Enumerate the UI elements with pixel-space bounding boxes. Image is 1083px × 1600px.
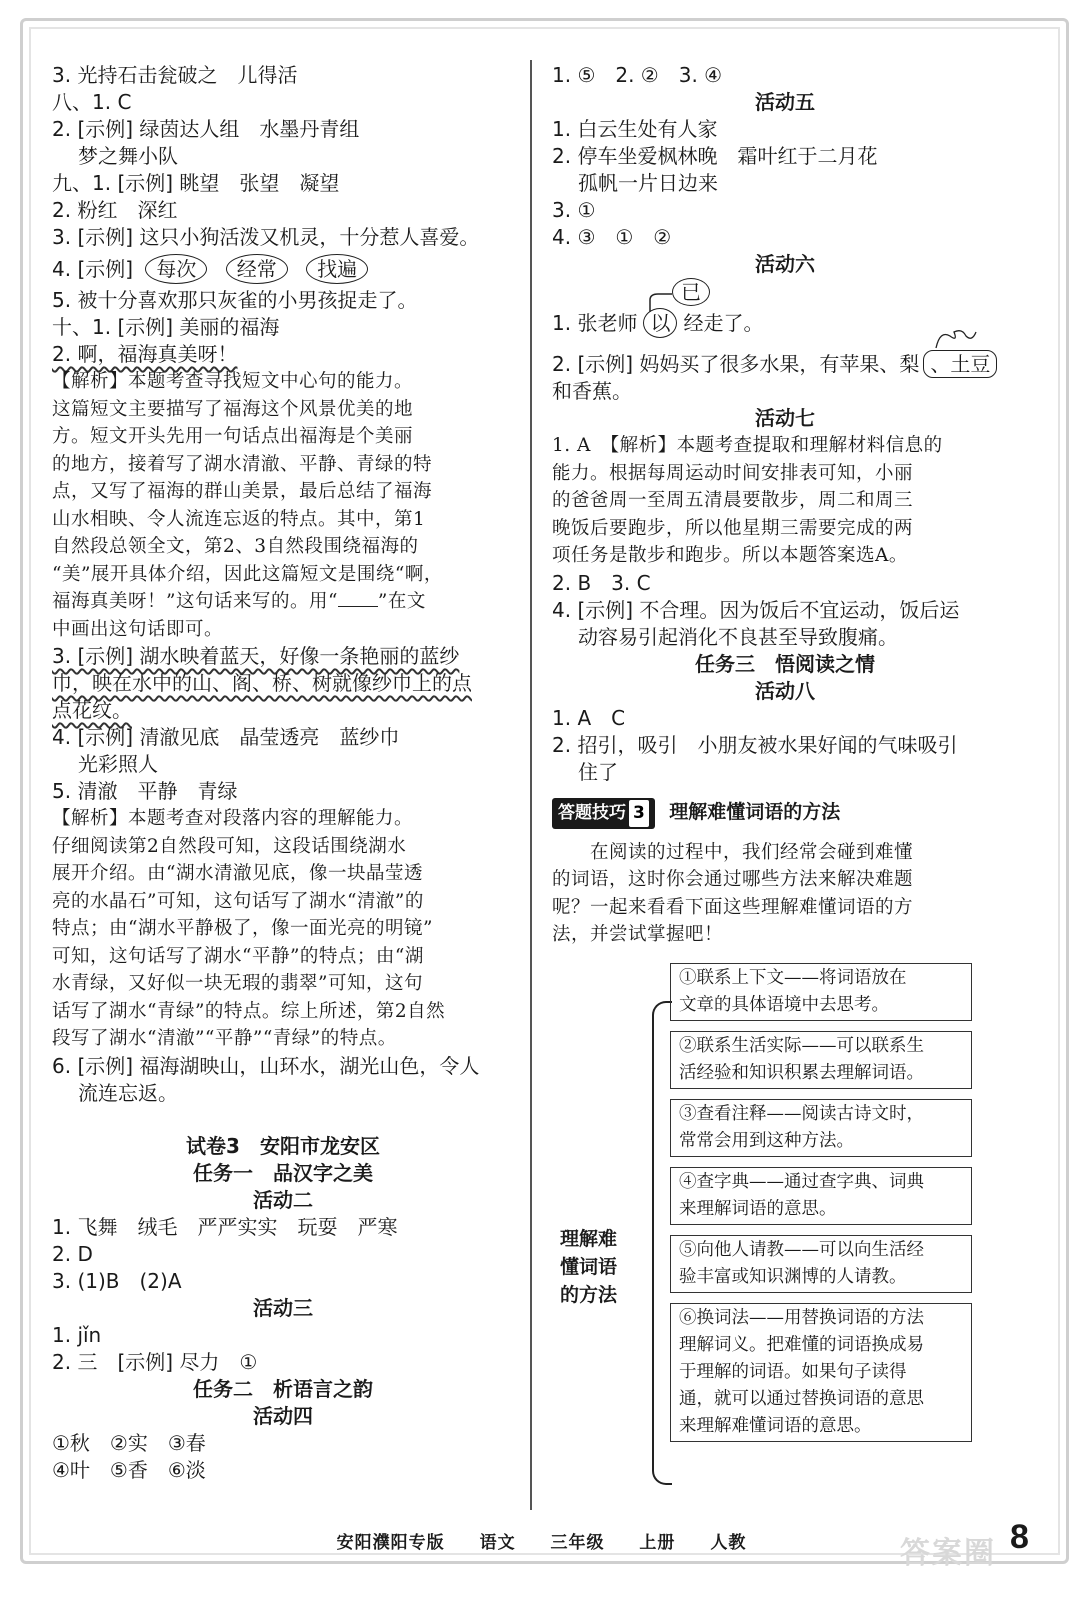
answer-line: 流连忘返。	[78, 1080, 178, 1105]
answer-line: 1. 飞舞 绒毛 严严实实 玩耍 严寒	[52, 1214, 398, 1239]
analysis-line: 亮的水晶石”可知，这句话写了湖水“清澈”的	[52, 890, 424, 912]
activity-heading: 活动六	[755, 252, 815, 276]
answer-line-circled	[52, 254, 514, 284]
answer-line: ①秋 ②实 ③春	[52, 1430, 206, 1455]
answer-line: 3. ①	[552, 198, 596, 222]
answer-line: 5. 清澈 平静 青绿	[52, 779, 238, 803]
answer-line: 3. [示例] 湖水映着蓝天，好像一条艳丽的蓝纱	[52, 644, 460, 668]
analysis-line: 晚饭后要跑步，所以他星期三需要完成的两	[552, 517, 914, 539]
analysis-line: 能力。根据每周运动时间安排表可知，小丽	[552, 462, 914, 484]
analysis-line: 项任务是散步和跑步。所以本题答案选A。	[552, 545, 908, 566]
answer-line: 4. ③ ① ②	[552, 225, 672, 249]
analysis-line: 话写了湖水“青绿”的特点。综上所述，第2自然	[52, 1000, 446, 1022]
analysis-line: 自然段总领全文，第2、3自然段围绕福海的	[52, 536, 419, 557]
answer-line: 1. jǐn	[52, 1322, 102, 1347]
answer-line: 1. A C	[552, 705, 626, 730]
watermark-logo: 答案圈	[900, 1536, 996, 1571]
answer-line: 和香蕉。	[552, 379, 632, 403]
answer-line: 梦之舞小队	[78, 144, 178, 168]
circled-word: 经常	[226, 254, 288, 284]
column-divider	[530, 60, 532, 1510]
analysis-line: 的爸爸周一至周五清晨要散步，周二和周三	[552, 490, 914, 511]
method-item: ③查看注释——阅读古诗文时， 常常会用到这种方法。	[670, 1099, 972, 1157]
method-mindmap	[552, 963, 1018, 1503]
answer-line: 十、1. [示例] 美丽的福海	[52, 315, 280, 339]
answer-line: 1. ⑤ 2. ② 3. ④	[552, 63, 723, 87]
analysis-paragraph	[552, 432, 1018, 570]
circled-word: 每次	[145, 254, 207, 284]
method-item: ②联系生活实际——可以联系生 活经验和知识积累去理解词语。	[670, 1031, 972, 1089]
answer-line: 2. [示例] 绿茵达人组 水墨丹青组	[52, 117, 360, 141]
circled-word: 找遍	[306, 254, 368, 284]
answer-line: 光彩照人	[78, 752, 158, 776]
item-prefix: 4. [示例]	[52, 257, 134, 281]
insert-mark: 已	[672, 278, 710, 306]
analysis-paragraph	[52, 368, 514, 643]
method-item: ⑥换词法——用替换词语的方法 理解词义。把难懂的词语换成易 于理解的词语。如果句子读得 通，就可以通过替换词语的意思 来理解难懂词语的意思。	[670, 1303, 972, 1442]
analysis-line: 【解析】本题考查对段落内容的理解能力。	[52, 808, 414, 829]
method-item: ⑤向他人请教——可以向生活经 验丰富或知识渊博的人请教。	[670, 1235, 972, 1293]
insert-box: 、土豆	[923, 350, 997, 378]
footer-subject: 语文	[479, 1533, 516, 1553]
activity-heading: 活动七	[755, 406, 815, 430]
answer-line: 点花纹。	[52, 698, 132, 722]
answer-line: 4. [示例] 不合理。因为饭后不宜运动，饭后运	[552, 597, 960, 622]
mindmap-bracket	[652, 1001, 672, 1485]
footer-volume: 上册	[639, 1533, 676, 1553]
answer-line: 九、1. [示例] 眺望 张望 凝望	[52, 171, 340, 195]
tip-badge: 答题技巧 3	[552, 798, 655, 829]
analysis-line: 福海真美呀！”这句话来写的。用“ ”在文	[52, 591, 426, 612]
analysis-line: 这篇短文主要描写了福海这个风景优美的地	[52, 398, 414, 420]
footer-grade: 三年级	[550, 1533, 605, 1553]
answer-line: 1. 白云生处有人家	[552, 117, 718, 141]
task-heading: 任务三 悟阅读之情	[695, 651, 875, 676]
analysis-line: 特点；由“湖水平静极了，像一面光亮的明镜”	[52, 918, 433, 939]
insert-loop-icon	[932, 326, 992, 350]
task-heading: 任务一 品汉字之美	[193, 1160, 373, 1185]
answer-line: 2. D	[52, 1241, 93, 1266]
analysis-line: 方。短文开头先用一句话点出福海是个美丽	[52, 426, 414, 447]
analysis-line: 仔细阅读第2自然段可知，这段话围绕湖水	[52, 835, 407, 857]
analysis-line: 【解析】本题考查寻找短文中心句的能力。	[52, 371, 414, 392]
answer-line: 2. 三 [示例] 尽力 ①	[52, 1349, 258, 1374]
analysis-line: 的地方，接着写了湖水清澈、平静、青绿的特	[52, 453, 433, 475]
answer-line: 3. [示例] 这只小狗活泼又机灵，十分惹人喜爱。	[52, 225, 480, 249]
activity-heading: 活动二	[253, 1187, 313, 1212]
answer-line: 3. (1)B (2)A	[52, 1268, 182, 1293]
activity-heading: 活动八	[755, 678, 815, 703]
analysis-line: 1. A 【解析】本题考查提取和理解材料信息的	[552, 435, 943, 456]
mindmap-root: 理解难 懂词语 的方法	[560, 1227, 618, 1306]
answer-line: 2. 招引，吸引 小朋友被水果好闻的气味吸引	[552, 732, 958, 757]
answer-line: 5. 被十分喜欢那只灰雀的小男孩捉走了。	[52, 288, 418, 312]
analysis-line: 山水相映、令人流连忘返的特点。其中，第1	[52, 508, 426, 530]
paper-title: 试卷3 安阳市龙安区	[186, 1133, 380, 1158]
tip-header	[552, 798, 1018, 829]
circled-char: 以	[643, 308, 677, 338]
analysis-line: 点，又写了福海的群山美景，最后总结了福海	[52, 481, 433, 502]
answer-line: 3. 光持石击瓮破之 儿得活	[52, 63, 298, 87]
answer-line: 住了	[578, 759, 618, 784]
activity-heading: 活动三	[253, 1295, 313, 1320]
activity-heading: 活动五	[755, 90, 815, 114]
answer-line: 2. 粉红 深红	[52, 198, 178, 222]
analysis-line: 水青绿，又好似一块无瑕的翡翠”可知，这句	[52, 973, 423, 994]
analysis-paragraph	[52, 805, 514, 1053]
answer-line: 孤帆一片日边来	[578, 171, 718, 195]
page-number: 8	[1010, 1518, 1029, 1556]
activity-heading: 活动四	[253, 1403, 313, 1428]
underline-blank	[338, 590, 378, 607]
correction-line-1: 已 1. 张老师 以 经走了。	[552, 278, 1018, 336]
analysis-line: 可知，这句话写了湖水“平静”的特点；由“湖	[52, 945, 424, 967]
method-item: ①联系上下文——将词语放在 文章的具体语境中去思考。	[670, 963, 972, 1021]
correction-line-2: 2. [示例] 妈妈买了很多水果，有苹果、梨 、土豆	[552, 350, 1018, 378]
left-column	[52, 62, 514, 1484]
tip-paragraph: 在阅读的过程中，我们经常会碰到难懂 的词语，这时你会通过哪些方法来解决难题 呢？一起来看看下面这些理解难懂词语的方 法，并尝试掌握吧！	[552, 841, 914, 945]
footer-publisher: 人教	[710, 1533, 747, 1553]
answer-line: 2. B 3. C	[552, 570, 651, 595]
tip-title: 理解难懂词语的方法	[669, 800, 841, 823]
analysis-line: “美”展开具体介绍，因此这篇短文是围绕“啊，	[52, 563, 443, 585]
answer-line: 八、1. C	[52, 90, 132, 114]
method-item: ④查字典——通过查字典、词典 来理解词语的意思。	[670, 1167, 972, 1225]
task-heading: 任务二 析语言之韵	[193, 1376, 373, 1401]
footer-edition: 安阳濮阳专版	[336, 1533, 445, 1553]
analysis-line: 展开介绍。由“湖水清澈见底，像一块晶莹透	[52, 863, 423, 884]
answer-line: ④叶 ⑤香 ⑥淡	[52, 1457, 206, 1482]
answer-line: 巾，映在水中的山、阁、桥、树就像纱巾上的点	[52, 671, 472, 695]
analysis-line: 中画出这句话即可。	[52, 618, 224, 640]
answer-line: 4. [示例] 清澈见底 晶莹透亮 蓝纱巾	[52, 725, 400, 749]
answer-line: 动容易引起消化不良甚至导致腹痛。	[578, 624, 898, 649]
analysis-line: 段写了湖水“清澈”“平静”“青绿”的特点。	[52, 1028, 397, 1049]
answer-line: 2. 啊，福海真美呀！	[52, 342, 238, 366]
answer-line: 6. [示例] 福海湖映山，山环水，湖光山色，令人	[52, 1053, 480, 1078]
right-column	[552, 62, 1018, 1503]
answer-line: 2. 停车坐爱枫林晚 霜叶红于二月花	[552, 144, 878, 168]
